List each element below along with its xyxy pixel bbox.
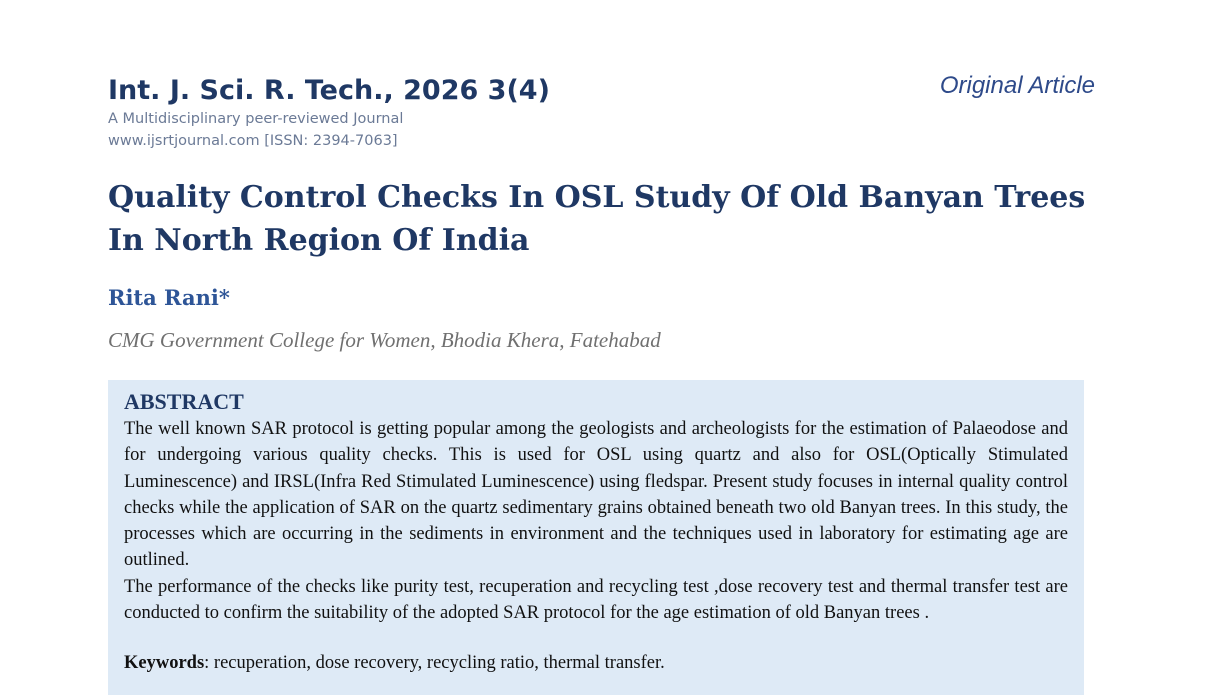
abstract-paragraph-2: The performance of the checks like purity test, recuperation and recycling test ,dose recovery test and thermal transfer test are conducted to confirm the suitability of the adopted SAR protocol for the age estimation of old Banyan trees . (124, 576, 1068, 624)
keywords-label: Keywords (124, 653, 205, 674)
journal-website: www.ijsrtjournal.com [ISSN: 2394-7063] (108, 133, 398, 149)
journal-citation: Int. J. Sci. R. Tech., 2026 3(4) (108, 75, 550, 106)
keywords-list: : recuperation, dose recovery, recycling ratio, thermal transfer. (204, 653, 665, 674)
article-type-label: Original Article (939, 72, 1095, 99)
abstract-paragraph-1: The well known SAR protocol is getting popular among the geologists and archeologists for the estimation of Palaeodose and for undergoing various quality checks. This is used for OSL using quartz and also for OSL(Optically Stimulated Luminescence) and IRSL(Infra Red Stimulated Luminescence) using fledspar. Present study focuses in internal quality control checks while the application of SAR on the quartz sedimentary grains obtained beneath two old Banyan trees. In this study, the processes which are occurring in the sediments in environment and the techniques used in laboratory for estimating age are outlined. (124, 419, 1068, 571)
paper-title: Quality Control Checks In OSL Study Of Old Banyan Trees In North Region Of India (108, 180, 1086, 258)
abstract-box (108, 380, 1084, 695)
author-name: Rita Rani* (108, 285, 230, 310)
abstract-heading: ABSTRACT (124, 389, 244, 414)
author-affiliation: CMG Government College for Women, Bhodia Khera, Fatehabad (108, 328, 661, 352)
keywords-line (124, 650, 1068, 676)
journal-header (108, 74, 550, 152)
journal-subtitle: A Multidisciplinary peer-reviewed Journal (108, 111, 404, 127)
